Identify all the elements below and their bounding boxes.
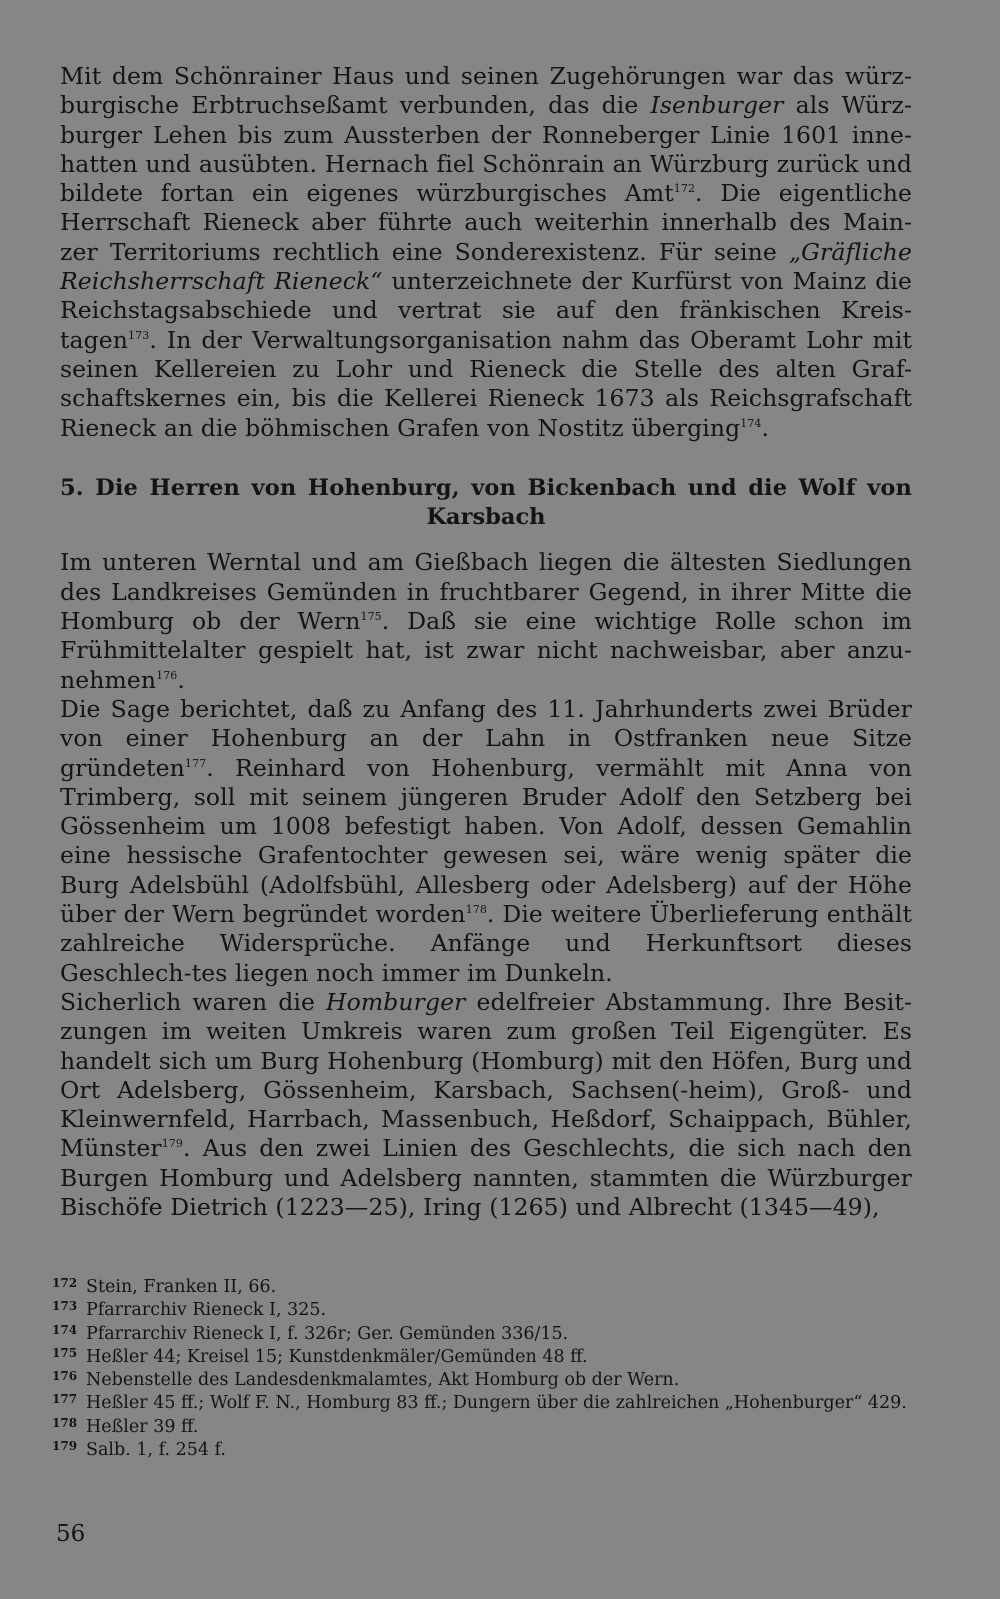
main-text [60, 62, 912, 1222]
text-run: Mit dem Schönrainer Haus und seinen Zugehörungen war das würz-burgische Erbtruchseßamt verbunden, das die [60, 62, 912, 120]
footnote-text: Heßler 44; Kreisel 15; Kunstdenkmäler/Gemünden 48 ff. [86, 1346, 588, 1367]
italic-name-isenburger: Isenburger [650, 91, 784, 120]
text-run: . Die eigentliche Herrschaft Rieneck aber führte auch weiterhin innerhalb des Main-zer Territoriums rechtlich eine Sonderexistenz. Für seine [60, 179, 912, 266]
footnote-ref[interactable]: 178 [465, 903, 487, 917]
footnote: 177 Heßler 45 ff.; Wolf F. N., Homburg 83 ff.; Dungern über die zahlreichen „Hohenburger“ 429. [52, 1392, 907, 1414]
text-run: . Aus den zwei Linien des Geschlechts, die sich nach den Burgen Homburg und Adelsberg nannten, stammten die Würzburger Bischöfe Dietrich (1223—25), Iring (1265) und Albrecht (1345—49), [60, 1134, 912, 1221]
footnote-text: Nebenstelle des Landesdenkmalamtes, Akt Homburg ob der Wern. [86, 1370, 680, 1391]
text-run: . Daß sie eine wichtige Rolle schon im Frühmittelalter gespielt hat, ist zwar nicht nachweisbar, aber anzu-nehmen [60, 607, 912, 694]
footnote-ref[interactable]: 174 [740, 416, 762, 430]
footnote-text: Pfarrarchiv Rieneck I, 325. [86, 1300, 327, 1321]
text-run: . Die weitere Überlieferung enthält zahlreiche Widersprüche. Anfänge und Herkunftsort dieses Geschlech-tes liegen noch immer im Dunkeln. [60, 900, 912, 987]
footnote: 175 Heßler 44; Kreisel 15; Kunstdenkmäler/Gemünden 48 ff. [52, 1345, 588, 1367]
text-run: als Würz-burger Lehen bis zum Aussterben der Ronneberger Linie 1601 inne-hatten und ausübten. Hernach fiel Schönrain an Würzburg zurück und bildete fortan ein eigenes würzburgisches Amt [60, 91, 913, 208]
footnote-ref[interactable]: 179 [161, 1137, 183, 1151]
footnote-text: Heßler 39 ff. [86, 1416, 199, 1437]
footnote: 173 Pfarrarchiv Rieneck I, 325. [52, 1299, 327, 1321]
footnote: 179 Salb. 1, f. 254 f. [52, 1439, 226, 1461]
italic-title-reichsherrschaft: „Gräfliche Reichsherrschaft Rieneck“ [60, 237, 912, 296]
section-heading-continued: Karsbach [426, 504, 546, 531]
footnotes [52, 1276, 922, 1462]
paragraph-werntal [60, 548, 912, 694]
paragraph-schoenrain [60, 62, 912, 443]
footnote-ref[interactable]: 175 [360, 610, 382, 624]
text-run: Sicherlich waren die [60, 987, 327, 1016]
footnote: 172 Stein, Franken II, 66. [52, 1276, 277, 1297]
section-spacer [60, 443, 912, 474]
paragraph-homburger [60, 988, 912, 1222]
footnote-text: Pfarrarchiv Rieneck I, f. 326r; Ger. Gemünden 336/15. [86, 1323, 569, 1344]
text-run: Die Sage berichtet, daß zu Anfang des 11. Jahrhunderts zwei Brüder von einer Hohenburg an der Lahn in Ostfranken neue Sitze gründeten [60, 694, 912, 782]
footnote: 178 Heßler 39 ff. [52, 1415, 199, 1437]
footnote: 176 Nebenstelle des Landesdenkmalamtes, Akt Homburg ob der Wern. [52, 1369, 680, 1391]
text-run: edelfreier Abstammung. Ihre Besit-zungen im weiten Umkreis waren zum großen Teil Eigengüter. Es handelt sich um Burg Hohenburg (Homburg) mit den Höfen, Burg und Ort Adelsberg, Gössenheim, Karsbach, Sachsen(-heim), Groß- und Kleinwernfeld, Harrbach, Massenbuch, Heßdorf, Schaippach, Bühler, Münster [60, 987, 912, 1163]
footnote-ref[interactable]: 173 [128, 328, 150, 342]
italic-name-homburger: Homburger [326, 987, 466, 1016]
footnote-text: Stein, Franken II, 66. [86, 1277, 277, 1297]
footnote: 174 Pfarrarchiv Rieneck I, f. 326r; Ger. Gemünden 336/15. [52, 1322, 569, 1344]
footnote-ref[interactable]: 172 [673, 182, 696, 196]
text-run: . [177, 665, 185, 694]
footnote-text: Salb. 1, f. 254 f. [86, 1440, 226, 1461]
text-run: Im unteren Werntal und am Gießbach liegen die ältesten Siedlungen des Landkreises Gemünden in fruchtbarer Gegend, in ihrer Mitte die Homburg ob der Wern [60, 548, 912, 636]
footnote-ref[interactable]: 176 [156, 668, 178, 682]
text-run: . [761, 413, 770, 442]
text-run: . In der Verwaltungsorganisation nahm das Oberamt Lohr mit seinen Kellereien zu Lohr und Rieneck die Stelle des alten Graf-schaftskernes ein, bis die Kellerei Rieneck 1673 als Reichsgrafschaft Rieneck an die böhmischen Grafen von Nostitz überging [60, 325, 912, 442]
footnote-text: Heßler 45 ff.; Wolf F. N., Homburg 83 ff.; Dungern über die zahlreichen „Hohenburger“ 429. [86, 1393, 907, 1414]
section-heading: 5. Die Herren von Hohenburg, von Bickenbach und die Wolf von [60, 474, 912, 501]
text-run: unterzeichnete der Kurfürst von Mainz die Reichstagsabschiede und vertrat sie auf den fränkischen Kreis-tagen [60, 267, 912, 354]
footnote-ref[interactable]: 177 [184, 756, 207, 770]
text-run: . Reinhard von Hohenburg, vermählt mit Anna von Trimberg, soll mit seinem jüngeren Bruder Adolf den Setzberg bei Gössenheim um 1008 befestigt haben. Von Adolf, dessen Gemahlin eine hessische Grafentochter gewesen sei, wäre wenig später die Burg Adelsbühl (Adolfsbühl, Allesberg oder Adelsberg) auf der Höhe über der Wern begründet worden [60, 753, 912, 929]
page-number: 56 [56, 1521, 86, 1547]
paragraph-sage [60, 695, 912, 988]
